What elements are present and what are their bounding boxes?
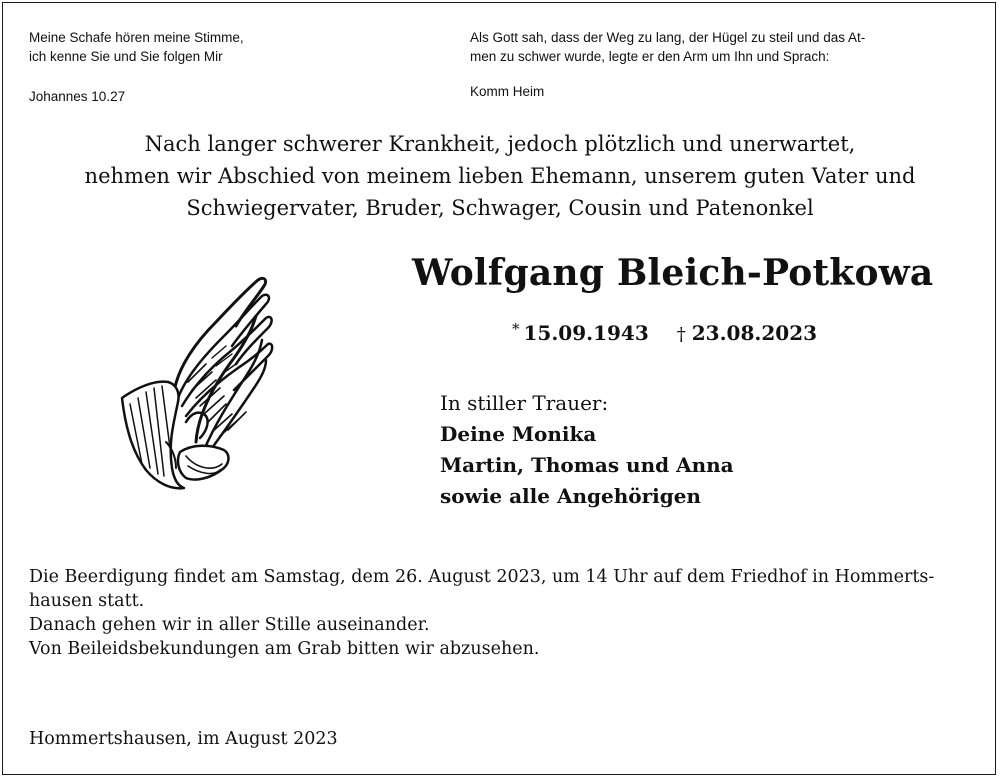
place-date: Hommertshausen, im August 2023 [29, 729, 338, 749]
intro-line: nehmen wir Abschied von meinem lieben Ehemann, unserem guten Vater und [84, 164, 916, 188]
bible-verse-line: ich kenne Sie und Sie folgen Mir [29, 49, 223, 64]
bible-verse [29, 28, 329, 66]
mourner-line: Martin, Thomas und Anna [440, 453, 734, 477]
funeral-details [29, 565, 969, 661]
mourners-heading: In stiller Trauer: [440, 391, 609, 415]
birth-date: 15.09.1943 [523, 321, 649, 345]
poem-verse [470, 28, 960, 66]
funeral-line: hausen statt. [29, 591, 145, 611]
bible-verse-reference: Johannes 10.27 [29, 89, 126, 104]
death-cross-icon: † [676, 324, 686, 345]
poem-closing: Komm Heim [470, 84, 545, 99]
bible-verse-line: Meine Schafe hören meine Stimme, [29, 30, 244, 45]
intro-line: Nach langer schwerer Krankheit, jedoch plötzlich und unerwartet, [144, 132, 856, 156]
mourner-line: Deine Monika [440, 422, 597, 446]
mourners-block [440, 388, 734, 512]
mourner-line: sowie alle Angehörigen [440, 484, 701, 508]
funeral-line: Die Beerdigung findet am Samstag, dem 26. August 2023, um 14 Uhr auf dem Friedhof in Hommerts- [29, 567, 935, 587]
birth-symbol: * [512, 320, 520, 338]
intro-text [60, 128, 940, 224]
funeral-line: Danach gehen wir in aller Stille auseinander. [29, 615, 430, 635]
funeral-line: Von Beileidsbekundungen am Grab bitten wir abzusehen. [29, 639, 540, 659]
death-date: 23.08.2023 [691, 321, 818, 345]
praying-hands-icon [116, 272, 276, 494]
poem-verse-line: men zu schwer wurde, legte er den Arm um Ihn und Sprach: [470, 49, 830, 64]
intro-line: Schwiegervater, Bruder, Schwager, Cousin und Patenonkel [186, 196, 814, 220]
life-dates [512, 320, 817, 345]
deceased-name: Wolfgang Bleich-Potkowa [412, 252, 934, 294]
poem-verse-line: Als Gott sah, dass der Weg zu lang, der Hügel zu steil und das At- [470, 30, 866, 45]
